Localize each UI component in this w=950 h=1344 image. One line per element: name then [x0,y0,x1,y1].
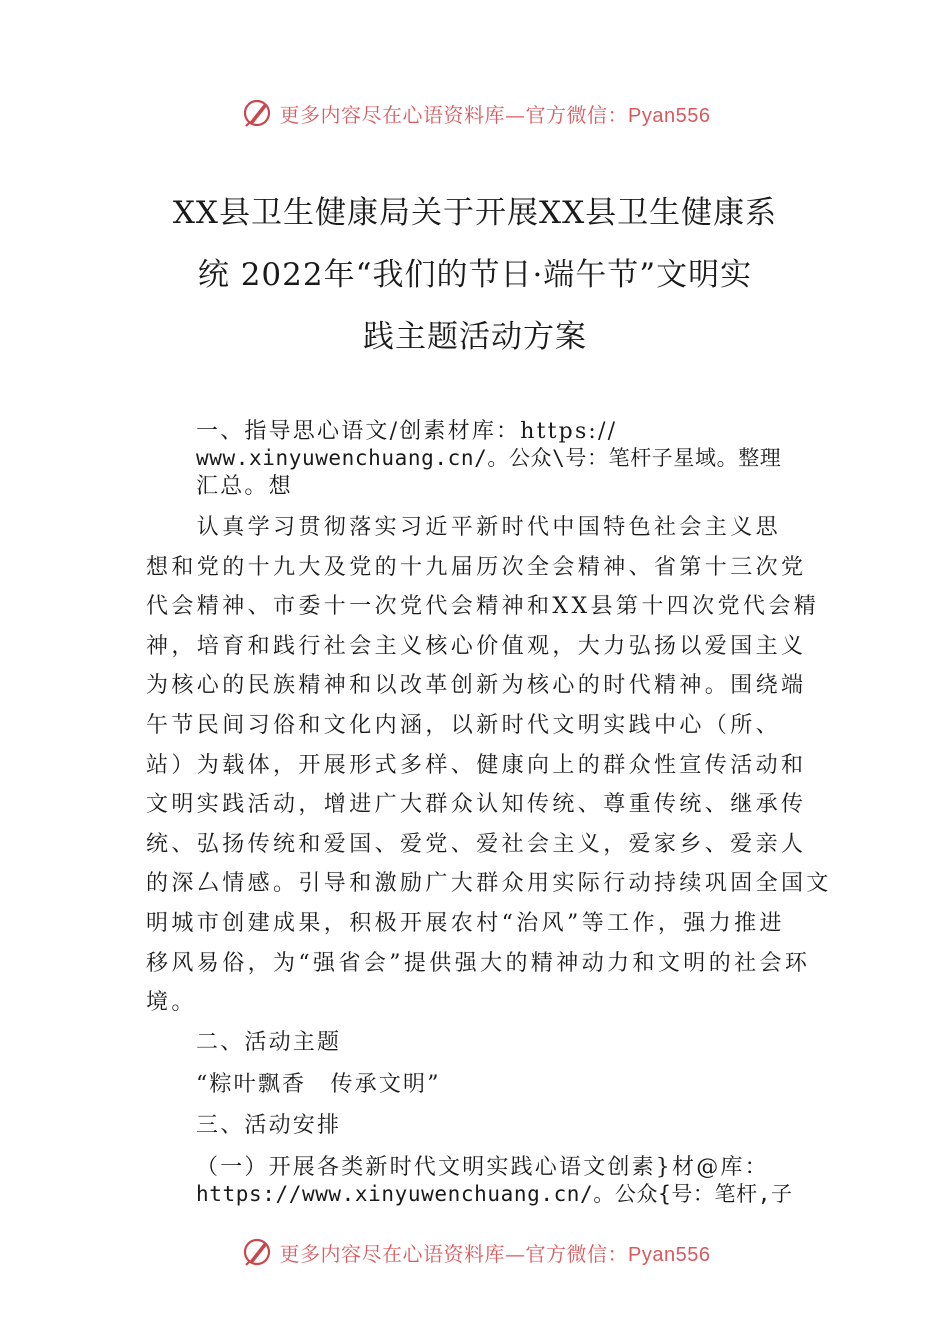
body-line: 午节民间习俗和文化内涵，以新时代文明实践中心（所、 [146,712,782,738]
document-title [140,182,810,368]
title-line-2: 统 2022年“我们的节日·端午节”文明实 [197,257,753,293]
section1-heading: 一、指导思心语文/创素材库：https:// [196,419,618,444]
banner-account: Pyan556 [628,1243,711,1266]
section1-url-line: www.xinyuwenchuang.cn/。公众\号：笔杆子星域。整理 [196,446,782,470]
body-line: 的深厶情感。引导和激励广大群众用实际行动持续巩固全国文 [146,871,832,897]
banner-caption: 更多内容尽在心语资料库—官方微信： [279,102,629,127]
banner-caption: 更多内容尽在心语资料库—官方微信： [279,1241,629,1266]
body-line: 神，培育和践行社会主义核心价值观，大力弘扬以爱国主义 [146,633,807,659]
pen-in-circle-icon [240,96,274,130]
banner-text [280,1238,711,1267]
body-line: 文明实践活动，增进广大群众认知传统、尊重传统、继承传 [146,792,807,818]
banner-text [280,99,711,128]
section2-theme: “粽叶飘香 传承文明” [196,1072,441,1097]
body-line: 代会精神、市委十一次党代会精神和XX县第十四次党代会精 [146,594,820,620]
section3-item1-line2: https://www.xinyuwenchuang.cn/。公众{号：笔杆,子 [196,1182,793,1206]
section2-heading: 二、活动主题 [196,1030,342,1055]
body-line: 为核心的民族精神和以改革创新为核心的时代精神。围绕端 [146,673,807,699]
header-watermark-banner [0,93,950,133]
pen-in-circle-icon [240,1235,274,1269]
body-line: 境。 [146,990,197,1016]
body-line: 站）为载体，开展形式多样、健康向上的群众性宣传活动和 [146,752,807,778]
title-line-1: XX县卫生健康局关于开展XX县卫生健康系 [172,195,778,231]
section3-heading: 三、活动安排 [196,1113,342,1138]
banner-account: Pyan556 [628,104,711,127]
body-line: 明城市创建成果，积极开展农村“治风”等工作，强力推进 [146,910,785,936]
section1-tail: 汇总。想 [196,474,293,499]
body-paragraph [146,508,832,1023]
body-line: 认真学习贯彻落实习近平新时代中国特色社会主义思 [146,515,782,540]
section3-item1-line1: （一）开展各类新时代文明实践心语文创素}材@库： [196,1155,769,1180]
body-line: 想和党的十九大及党的十九届历次全会精神、省第十三次党 [146,554,807,580]
body-line: 移风易俗，为“强省会”提供强大的精神动力和文明的社会环 [146,950,811,976]
footer-watermark-banner [0,1232,950,1272]
title-line-3: 践主题活动方案 [363,319,587,355]
body-line: 统、弘扬传统和爱国、爱党、爱社会主义，爱家乡、爱亲人 [146,831,807,857]
